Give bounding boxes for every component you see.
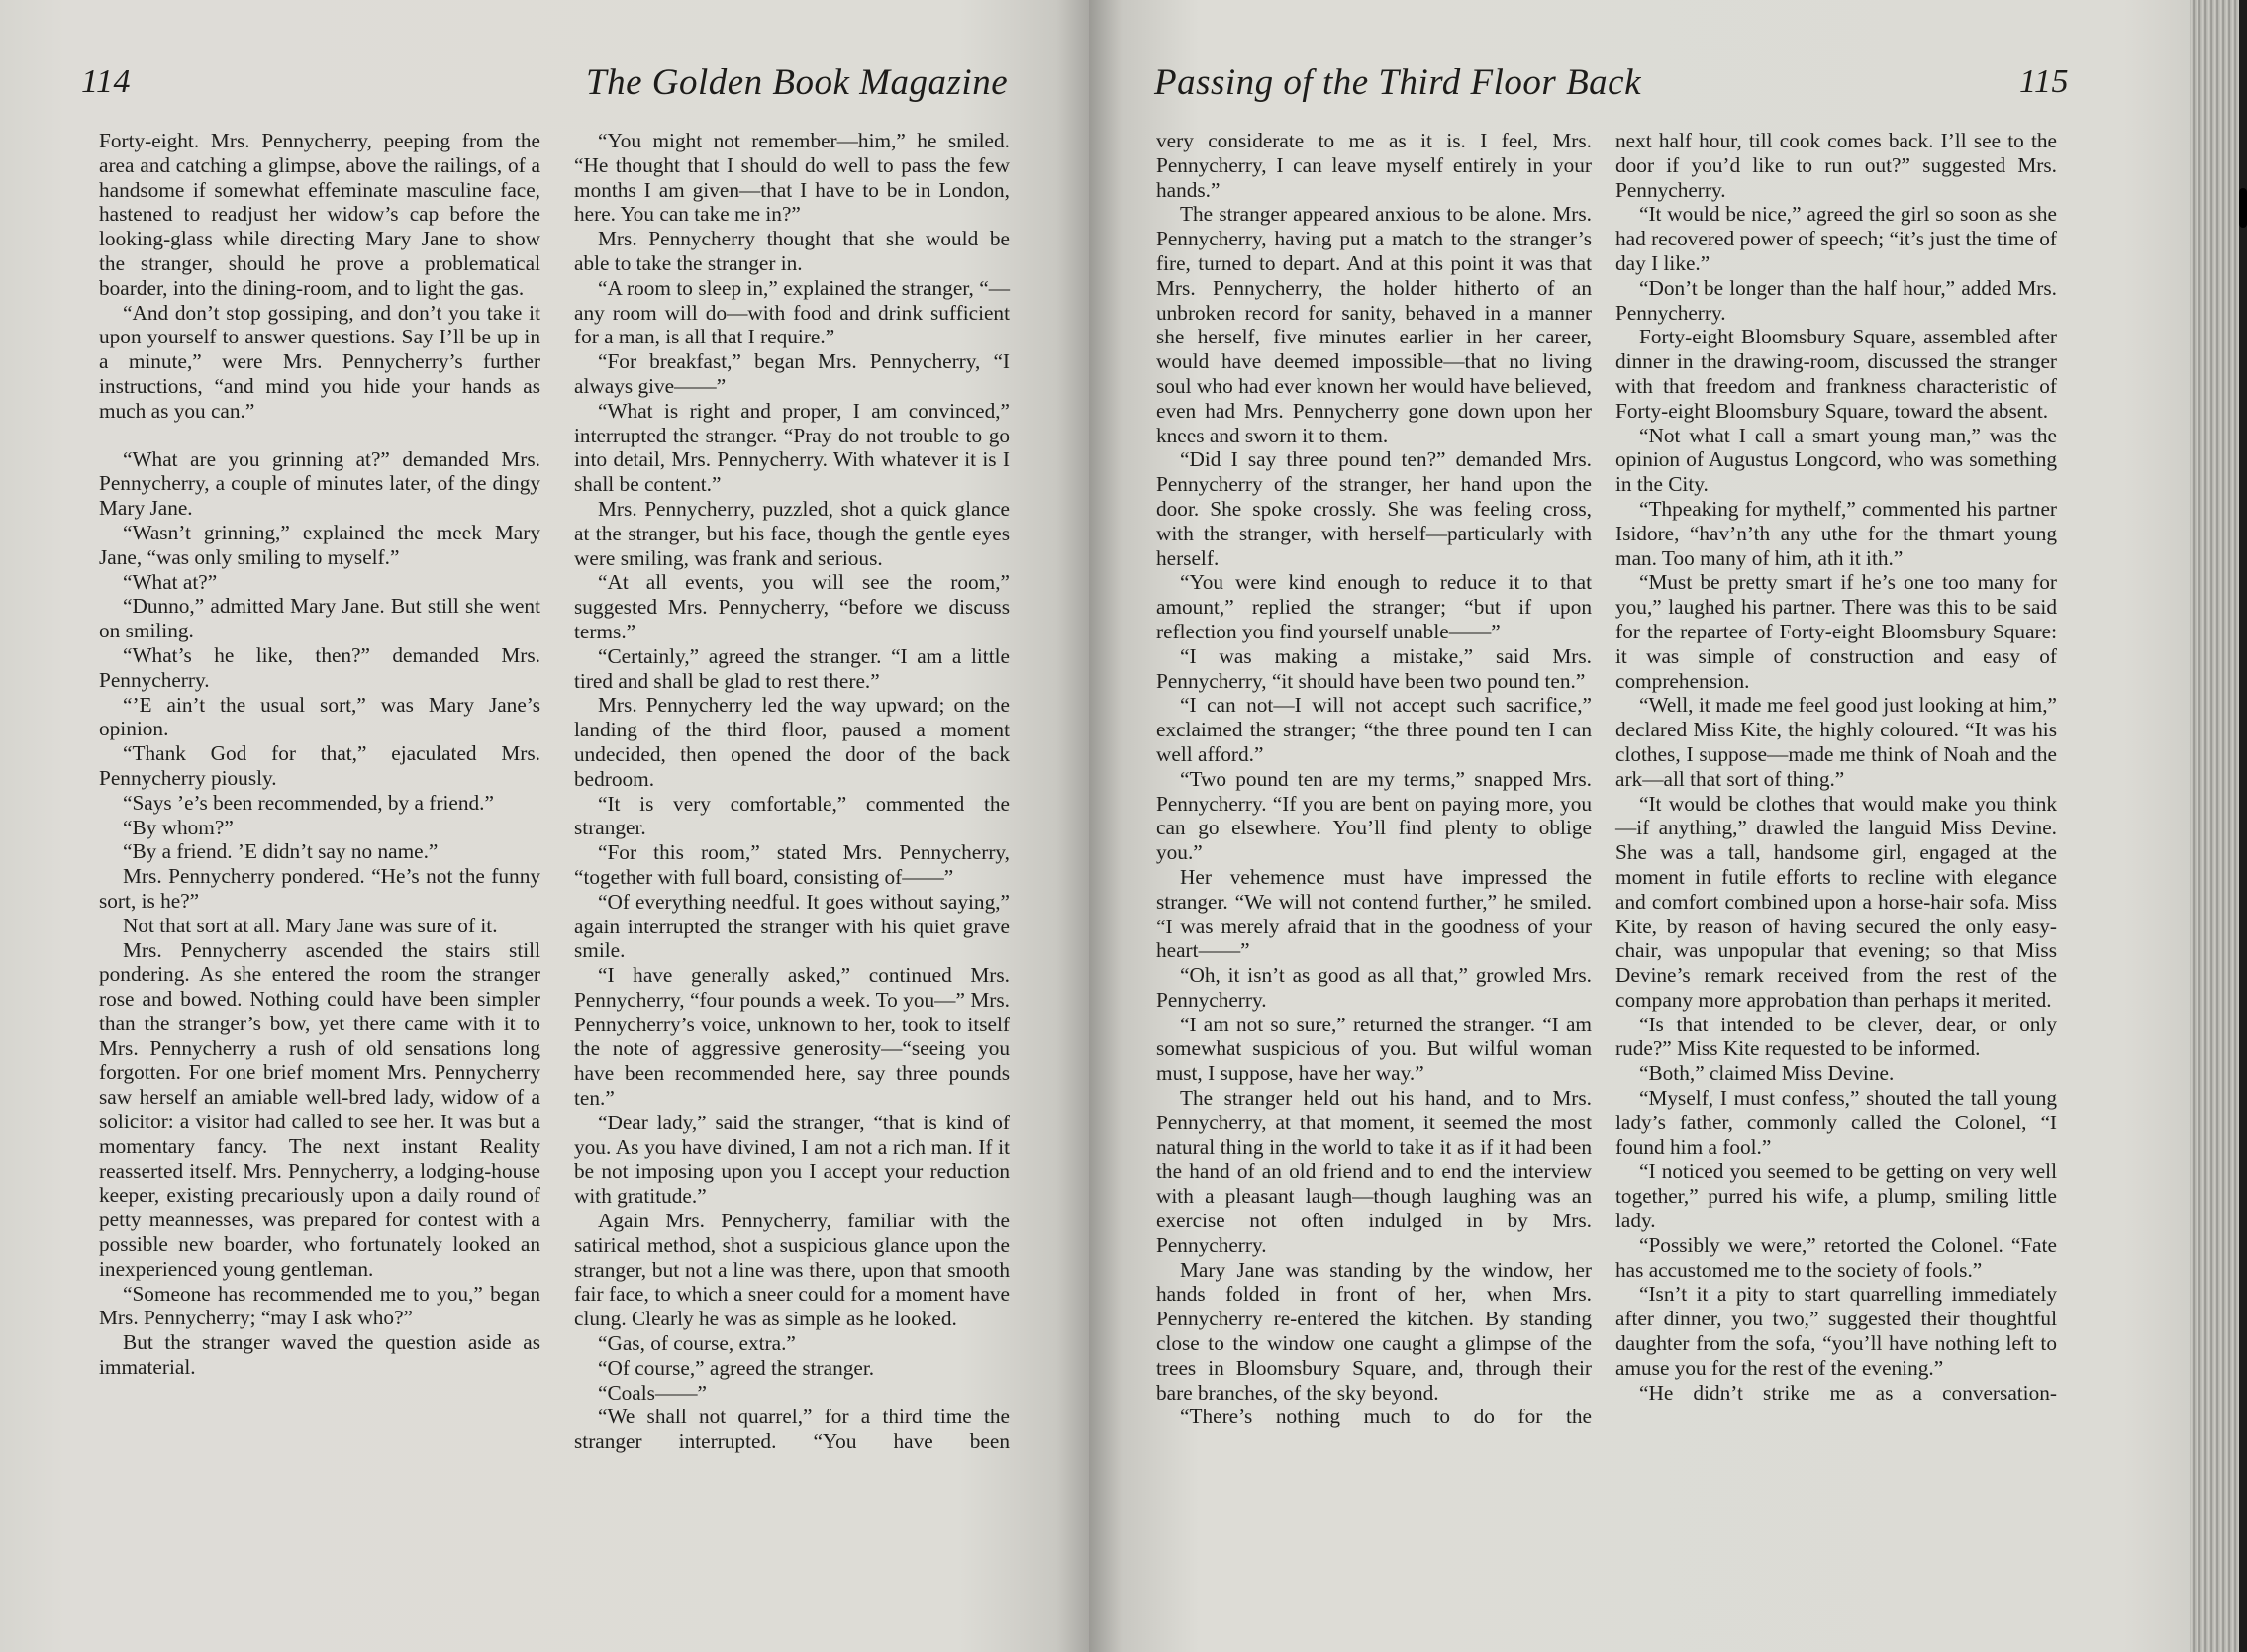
paragraph: “Possibly we were,” retorted the Colonel. “Fate has accustomed me to the society of fools.” — [1615, 1232, 2057, 1282]
page-tab-mark — [2239, 188, 2247, 228]
paragraph: “What is right and proper, I am convinced,” interrupted the stranger. “Pray do not trouble to go into detail, Mrs. Pennycherry. With whatever it is I shall be content.” — [574, 398, 1010, 497]
paragraph: “You were kind enough to reduce it to that amount,” replied the stranger; “but if upon reflection you find yourself unable——” — [1156, 570, 1592, 643]
paragraph: “And don’t stop gossiping, and don’t you take it upon yourself to answer questions. Say I’ll be up in a minute,” were Mrs. Pennycherry’s further instructions, “and mind you hide your hands as much as you can.” — [99, 300, 540, 423]
left-running-head: The Golden Book Magazine — [586, 62, 1009, 103]
paragraph: “Coals——” — [598, 1380, 708, 1405]
paragraph: Again Mrs. Pennycherry, familiar with the satirical method, shot a suspicious glance upon the stranger, but not a line was there, upon that smooth fair face, to which a sneer could for a moment have clung. Clearly he was as simple as he looked. — [574, 1209, 1010, 1331]
paragraph: Mrs. Pennycherry, puzzled, shot a quick glance at the stranger, but his face, though the gentle eyes were smiling, was frank and serious. — [574, 496, 1010, 570]
paragraph: next half hour, till cook comes back. I’ll see to the door if you’d like to run out?” suggested Mrs. Pennycherry. — [1615, 129, 2057, 202]
paragraph: “’E ain’t the usual sort,” was Mary Jane’s opinion. — [99, 692, 540, 741]
paragraph: “Gas, of course, extra.” — [598, 1331, 796, 1356]
paragraph: “I noticed you seemed to be getting on very well together,” purred his wife, a plump, smiling little lady. — [1615, 1159, 2057, 1233]
paragraph: “Oh, it isn’t as good as all that,” growled Mrs. Pennycherry. — [1156, 963, 1592, 1012]
paragraph: very considerate to me as it is. I feel, Mrs. Pennycherry, I can leave myself entirely in your hands.” — [1156, 129, 1592, 202]
left-column-2 — [574, 129, 1010, 1454]
paragraph: “Both,” claimed Miss Devine. — [1639, 1061, 1895, 1086]
paragraph: “I can not—I will not accept such sacrifice,” exclaimed the stranger; “the three pound ten I can well afford.” — [1156, 693, 1592, 766]
paragraph: “Is that intended to be clever, dear, or only rude?” Miss Kite requested to be informed. — [1615, 1012, 2057, 1061]
paragraph: “Dunno,” admitted Mary Jane. But still she went on smiling. — [99, 594, 540, 643]
paragraph: “At all events, you will see the room,” suggested Mrs. Pennycherry, “before we discuss terms.” — [574, 570, 1010, 643]
paragraph: “By whom?” — [123, 815, 234, 839]
right-page — [1089, 0, 2190, 1652]
paragraph: “What are you grinning at?” demanded Mrs. Pennycherry, a couple of minutes later, of the dingy Mary Jane. — [99, 446, 540, 521]
paragraph: “There’s nothing much to do for the — [1180, 1405, 1592, 1429]
paragraph: “For breakfast,” began Mrs. Pennycherry, “I always give——” — [574, 349, 1010, 398]
paragraph: “You might not remember—him,” he smiled. “He thought that I should do well to pass the few months I am given—that I have to be in London, here. You can take me in?” — [574, 129, 1010, 227]
paragraph: “Of course,” agreed the stranger. — [598, 1355, 875, 1380]
left-page-number: 114 — [81, 63, 131, 100]
paragraph: “A room to sleep in,” explained the stranger, “—any room will do—with food and drink sufficient for a man, is all that I require.” — [574, 275, 1010, 349]
paragraph: Her vehemence must have impressed the stranger. “We will not contend further,” he smiled. “I was merely afraid that in the goodness of your heart——” — [1156, 864, 1592, 963]
paragraph: Mrs. Pennycherry ascended the stairs still pondering. As she entered the room the stranger rose and bowed. Nothing could have been simpler than the stranger’s bow, yet there came with it to Mrs. Pennycherry a rush of old sensations long forgotten. For one brief moment Mrs. Pennycherry saw herself an amiable well-bred lady, widow of a solicitor: a visitor had called to see her. It was but a momentary fancy. The next instant Reality reasserted itself. Mrs. Pennycherry, a lodging-house keeper, existing precariously upon a daily round of petty meannesses, was prepared for contest with a possible new boarder, who fortunately looked an inexperienced young gentleman. — [99, 937, 540, 1281]
paragraph: “Well, it made me feel good just looking at him,” declared Miss Kite, the highly coloured. “It was his clothes, I suppose—made me think of Noah and the ark—all that sort of thing.” — [1615, 693, 2057, 791]
paragraph: “It would be clothes that would make you think—if anything,” drawled the languid Miss Devine. She was a tall, handsome girl, engaged at the moment in futile efforts to recline with elegance and comfort combined upon a horse-hair sofa. Miss Kite, by reason of having secured the only easy-chair, was unpopular that evening; so that Miss Devine’s remark received from the rest of the company more approbation than perhaps it merited. — [1615, 791, 2057, 1012]
paragraph: “By a friend. ’E didn’t say no name.” — [123, 839, 439, 864]
paragraph: “Don’t be longer than the half hour,” added Mrs. Pennycherry. — [1615, 275, 2057, 325]
paragraph: “I was making a mistake,” said Mrs. Pennycherry, “it should have been two pound ten.” — [1156, 643, 1592, 693]
paragraph: “Isn’t it a pity to start quarrelling immediately after dinner, you two,” suggested their thoughtful daughter from the sofa, “you’ll have nothing left to amuse you for the rest of the evening.” — [1615, 1282, 2057, 1380]
paragraph: Mary Jane was standing by the window, her hands folded in front of her, when Mrs. Pennycherry re-entered the kitchen. By standing close to the window one caught a glimpse of the trees in Bloomsbury Square, and, through their bare branches, of the sky beyond. — [1156, 1257, 1592, 1405]
paragraph: “It is very comfortable,” commented the stranger. — [574, 791, 1010, 840]
paragraph: “What’s he like, then?” demanded Mrs. Pennycherry. — [99, 642, 540, 692]
paragraph: Mrs. Pennycherry pondered. “He’s not the funny sort, is he?” — [99, 864, 540, 913]
paragraph: “Dear lady,” said the stranger, “that is kind of you. As you have divined, I am not a rich man. If it be not imposing upon you I accept your reduction with gratitude.” — [574, 1110, 1010, 1209]
paragraph: “Myself, I must confess,” shouted the tall young lady’s father, commonly called the Colonel, “I found him a fool.” — [1615, 1086, 2057, 1159]
left-column-1 — [99, 129, 540, 1380]
paragraph: “Thpeaking for mythelf,” commented his partner Isidore, “hav’n’th any uthe for the thmart young man. Too many of him, ath it ith.” — [1615, 496, 2057, 570]
right-column-1 — [1156, 129, 1592, 1429]
paragraph: “I have generally asked,” continued Mrs. Pennycherry, “four pounds a week. To you—” Mrs. Pennycherry’s voice, unknown to her, took to itself the note of aggressive generosity—“seeing you have been recommended here, say three pounds ten.” — [574, 963, 1010, 1111]
paragraph: “Two pound ten are my terms,” snapped Mrs. Pennycherry. “If you are bent on paying more, you can go elsewhere. You’ll find plenty to oblige you.” — [1156, 766, 1592, 865]
right-running-head: Passing of the Third Floor Back — [1154, 62, 1642, 103]
paragraph: “It would be nice,” agreed the girl so soon as she had recovered power of speech; “it’s just the time of day I like.” — [1615, 202, 2057, 275]
right-page-number: 115 — [2019, 63, 2069, 100]
paragraph: “Wasn’t grinning,” explained the meek Mary Jane, “was only smiling to myself.” — [99, 520, 540, 569]
right-column-2 — [1615, 129, 2057, 1405]
paragraph: But the stranger waved the question aside as immaterial. — [99, 1330, 540, 1380]
paragraph: The stranger appeared anxious to be alone. Mrs. Pennycherry, having put a match to the stranger’s fire, turned to depart. And at this point it was that Mrs. Pennycherry, the holder hitherto of an unbroken record for sanity, behaved in a manner she herself, five minutes earlier in her career, would have deemed impossible—that no living soul who had ever known her would have believed, even had Mrs. Pennycherry gone down upon her knees and sworn it to them. — [1156, 202, 1592, 447]
paragraph: “He didn’t strike me as a conversation- — [1639, 1380, 2057, 1405]
paragraph: The stranger held out his hand, and to Mrs. Pennycherry, at that moment, it seemed the most natural thing in the world to take it as if it had been the hand of an old friend and to end the interview with a pleasant laugh—though laughing was an exercise not often indulged in by Mrs. Pennycherry. — [1156, 1086, 1592, 1257]
paragraph: “We shall not quarrel,” for a third time the stranger interrupted. “You have been — [574, 1405, 1010, 1454]
paragraph: “Thank God for that,” ejaculated Mrs. Pennycherry piously. — [99, 741, 540, 790]
paragraph: “Says ’e’s been recommended, by a friend.” — [123, 790, 494, 815]
paragraph: Mrs. Pennycherry thought that she would be able to take the stranger in. — [574, 227, 1010, 275]
paragraph: “Not what I call a smart young man,” was the opinion of Augustus Longcord, who was something in the City. — [1615, 423, 2057, 497]
paragraph: “What at?” — [123, 569, 218, 594]
paragraph: “Of everything needful. It goes without saying,” again interrupted the stranger with his quiet grave smile. — [574, 889, 1010, 963]
paragraph: “I am not so sure,” returned the stranger. “I am somewhat suspicious of you. But wilful woman must, I suppose, have her way.” — [1156, 1012, 1592, 1086]
paragraph: “Someone has recommended me to you,” began Mrs. Pennycherry; “may I ask who?” — [99, 1281, 540, 1330]
paragraph: Forty-eight. Mrs. Pennycherry, peeping from the area and catching a glimpse, above the railings, of a handsome if somewhat effeminate masculine face, hastened to readjust her widow’s cap before the looking-glass while directing Mary Jane to show the stranger, should he prove a problematical boarder, into the dining-room, and to light the gas. — [99, 129, 540, 300]
book-cover-edge — [2239, 0, 2247, 1652]
paragraph: “For this room,” stated Mrs. Pennycherry, “together with full board, consisting of——” — [574, 840, 1010, 889]
paragraph: “Did I say three pound ten?” demanded Mrs. Pennycherry of the stranger, her hand upon the door. She spoke crossly. She was feeling cross, with the stranger, with herself—particularly with herself. — [1156, 447, 1592, 570]
paragraph: Mrs. Pennycherry led the way upward; on the landing of the third floor, paused a moment undecided, then opened the door of the back bedroom. — [574, 693, 1010, 791]
left-page — [0, 0, 1089, 1652]
paragraph: “Certainly,” agreed the stranger. “I am a little tired and shall be glad to rest there.” — [574, 643, 1010, 693]
paragraph: “Must be pretty smart if he’s one too many for you,” laughed his partner. There was this to be said for the repartee of Forty-eight Bloomsbury Square: it was simple of construction and easy of comprehension. — [1615, 570, 2057, 693]
paragraph: Not that sort at all. Mary Jane was sure of it. — [123, 913, 498, 937]
paragraph: Forty-eight Bloomsbury Square, assembled after dinner in the drawing-room, discussed the stranger with that freedom and frankness characteristic of Forty-eight Bloomsbury Square, toward the absent. — [1615, 325, 2057, 423]
